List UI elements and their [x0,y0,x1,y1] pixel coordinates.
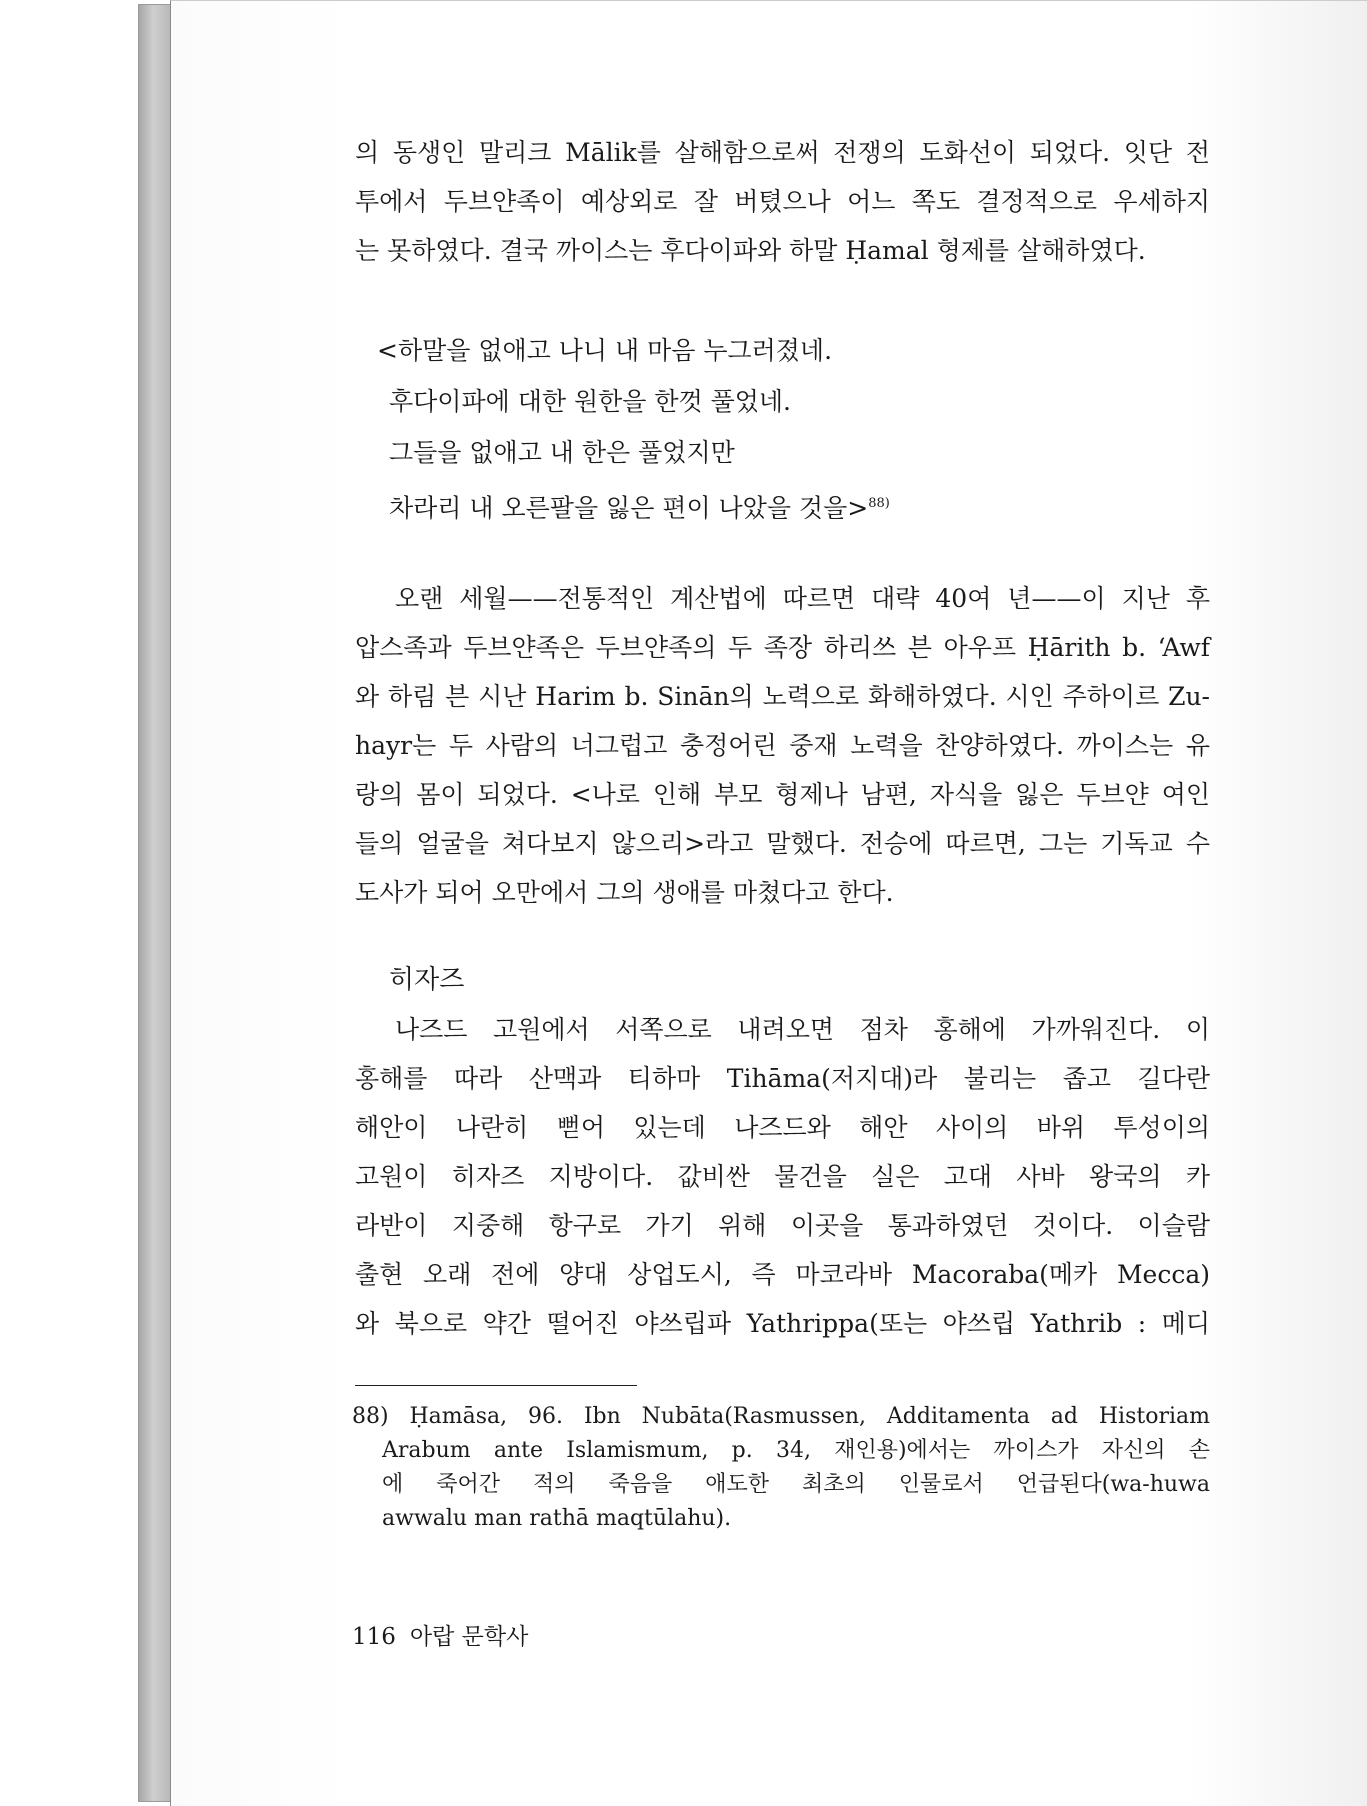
text-line: 투에서 두브얀족이 예상외로 잘 버텼으나 어느 쪽도 결정적으로 우세하지 [355,187,1210,216]
text-line: 는 못하였다. 결국 까이스는 후다이파와 하말 Ḥamal 형제를 살해하였다. [355,236,1146,265]
book-spine [138,4,172,1802]
poem-line-text: 차라리 내 오른팔을 잃은 편이 나았을 것을> [389,493,869,523]
paragraph-3 [355,1005,1210,1348]
text-line: 고원이 히자즈 지방이다. 값비싼 물건을 실은 고대 사바 왕국의 카 [355,1162,1210,1191]
page-number: 116 [352,1624,396,1650]
footnote-divider [355,1385,637,1386]
poem-line: 그들을 없애고 내 한은 풀었지만 [389,438,735,467]
poem-line [389,478,1210,533]
footnote-line: Arabum ante Islamismum, p. 34, 재인용)에서는 까이스가 자신의 손 [382,1438,1210,1463]
text-line: 도사가 되어 오만에서 그의 생애를 마쳤다고 한다. [355,878,894,907]
poem-line: <하말을 없애고 나니 내 마음 누그러졌네. [377,336,833,365]
text-line: 압스족과 두브얀족은 두브얀족의 두 족장 하리쓰 븐 아우프 Ḥārith b. ‘Awf [355,633,1210,662]
footnote-text: Ḥamāsa, 96. Ibn Nubāta(Rasmussen, Additamenta ad Historiam [409,1404,1210,1429]
footnote-label: 88) [352,1404,389,1429]
section-heading: 히자즈 [389,965,465,995]
text-line: hayr는 두 사람의 너그럽고 충정어린 중재 노력을 찬양하였다. 까이스는 유 [355,731,1210,760]
footnote-line: 에 죽어간 적의 죽음을 애도한 최초의 인물로서 언급된다(wa-huwa [382,1472,1210,1497]
text-line: 출현 오래 전에 양대 상업도시, 즉 마코라바 Macoraba(메카 Mecca) [355,1260,1210,1289]
footnote-line: awwalu man rathā maqtūlahu). [382,1506,732,1531]
poem-line: 후다이파에 대한 원한을 한껏 풀었네. [389,387,791,416]
footnote-ref: 88) [868,496,890,511]
text-line: 와 하림 븐 시난 Harim b. Sinān의 노력으로 화해하였다. 시인 주하이르 Zu- [355,682,1210,711]
footnote-line [352,1400,1210,1434]
page-footer [352,1618,542,1651]
text-line: 의 동생인 말리크 Mālik를 살해함으로써 전쟁의 도화선이 되었다. 잇단 전 [355,138,1210,167]
text-line: 랑의 몸이 되었다. <나로 인해 부모 형제나 남편, 자식을 잃은 두브얀 여인 [355,780,1210,809]
text-line: 해안이 나란히 뻗어 있는데 나즈드와 해안 사이의 바위 투성이의 [355,1113,1210,1142]
footnote [352,1400,1210,1536]
text-line: 와 북으로 약간 떨어진 야쓰립파 Yathrippa(또는 야쓰립 Yathrib : 메디 [355,1309,1210,1338]
text-line: 라반이 지중해 항구로 가기 위해 이곳을 통과하였던 것이다. 이슬람 [355,1211,1210,1240]
text-line: 홍해를 따라 산맥과 티하마 Tihāma(저지대)라 불리는 좁고 길다란 [355,1064,1210,1093]
paragraph-1 [355,128,1210,275]
text-line: 들의 얼굴을 쳐다보지 않으리>라고 말했다. 전승에 따르면, 그는 기독교 수 [355,829,1210,858]
text-line: 나즈드 고원에서 서쪽으로 내려오면 점차 홍해에 가까워진다. 이 [395,1015,1210,1044]
running-title: 아랍 문학사 [409,1624,529,1650]
paragraph-2 [355,574,1210,917]
text-line: 오랜 세월——전통적인 계산법에 따르면 대략 40여 년——이 지난 후 [395,584,1210,613]
poem-block [355,325,1210,533]
